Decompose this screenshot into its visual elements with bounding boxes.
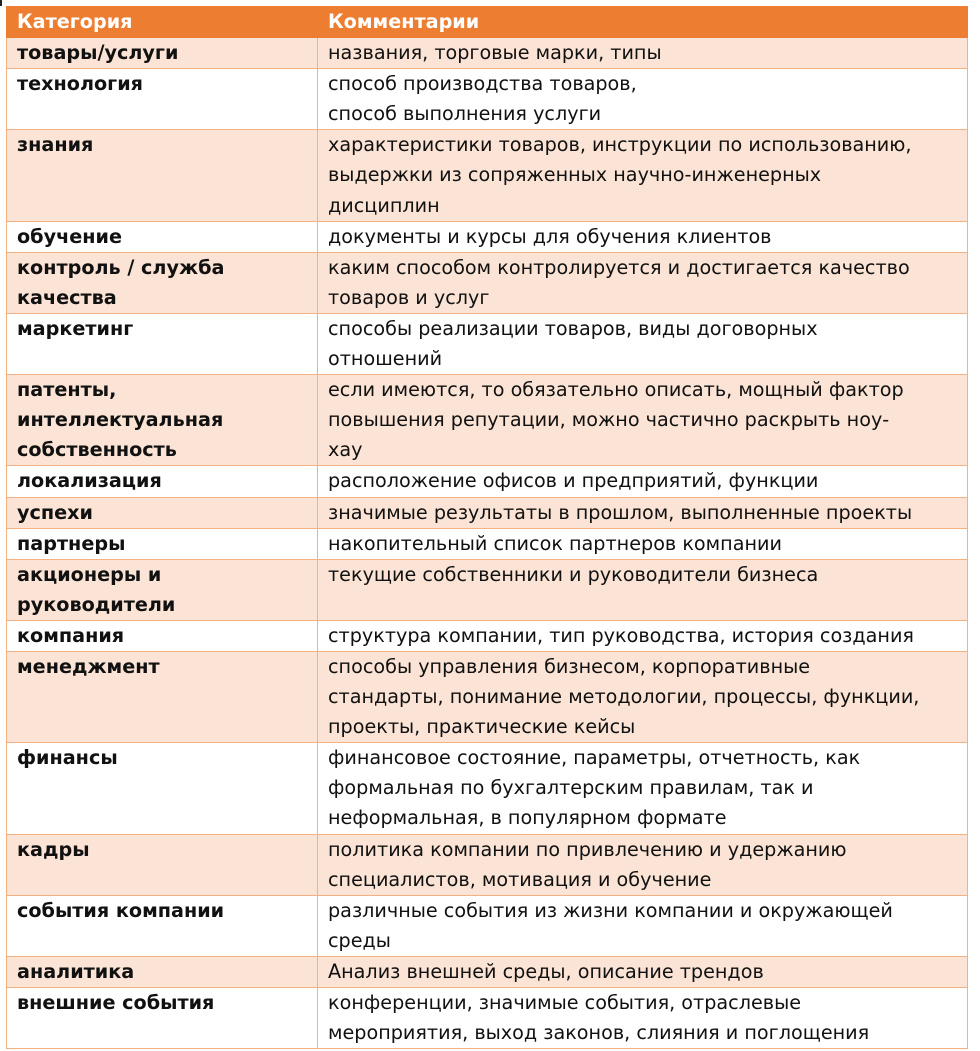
comment-cell — [318, 466, 968, 497]
comment-text: названия, торговые марки, типы — [328, 41, 662, 65]
category-text: локализация — [17, 469, 162, 493]
comment-cell — [318, 895, 968, 956]
table-row — [7, 743, 968, 834]
comment-cell — [318, 988, 968, 1049]
comment-cell — [318, 834, 968, 895]
comment-cell — [318, 69, 968, 130]
category-cell — [7, 497, 318, 528]
comment-text: способы реализации товаров, виды договорных — [328, 316, 818, 340]
comment-text: способ производства товаров, — [328, 72, 637, 96]
header-category: Категория — [7, 7, 318, 38]
comment-text: специалистов, мотивация и обучение — [328, 867, 712, 891]
table-body — [7, 38, 968, 1049]
comment-text: отношений — [328, 347, 443, 371]
categories-table — [6, 6, 968, 1049]
category-text: события компании — [17, 898, 225, 922]
table-row — [7, 988, 968, 1049]
comment-text: среды — [328, 928, 391, 952]
table-row — [7, 375, 968, 466]
comment-cell — [318, 252, 968, 313]
comment-cell — [318, 313, 968, 374]
category-text: менеджмент — [17, 654, 160, 678]
comment-text: структура компании, тип руководства, история создания — [328, 623, 914, 647]
comment-cell — [318, 559, 968, 620]
category-cell — [7, 313, 318, 374]
comment-text: каким способом контролируется и достигается качество — [328, 255, 910, 279]
comment-text: неформальная, в популярном формате — [328, 806, 727, 830]
table-row — [7, 620, 968, 651]
category-cell — [7, 221, 318, 252]
table-row — [7, 528, 968, 559]
comment-text: накопительный список партнеров компании — [328, 531, 782, 555]
comment-text: если имеются, то обязательно описать, мощный фактор — [328, 378, 904, 402]
comment-text: способы управления бизнесом, корпоративные — [328, 654, 811, 678]
category-cell — [7, 375, 318, 466]
comment-text: конференции, значимые события, отраслевые — [328, 991, 802, 1014]
category-cell — [7, 559, 318, 620]
category-text: интеллектуальная — [17, 408, 224, 432]
category-cell — [7, 895, 318, 956]
comment-text: формальная по бухгалтерским правилам, так и — [328, 776, 814, 800]
comment-text: хау — [328, 438, 363, 462]
category-cell — [7, 69, 318, 130]
comment-cell — [318, 375, 968, 466]
category-cell — [7, 466, 318, 497]
comment-cell — [318, 221, 968, 252]
category-text: финансы — [17, 746, 118, 770]
category-cell — [7, 38, 318, 69]
category-text: руководители — [17, 592, 176, 616]
comment-cell — [318, 38, 968, 69]
category-cell — [7, 956, 318, 987]
table-row — [7, 651, 968, 742]
category-cell — [7, 528, 318, 559]
header-comments: Комментарии — [318, 7, 968, 38]
comment-text: значимые результаты в прошлом, выполненные проекты — [328, 500, 913, 524]
category-text: партнеры — [17, 531, 126, 555]
category-text: технология — [17, 72, 143, 96]
category-text: аналитика — [17, 959, 135, 983]
table-row — [7, 895, 968, 956]
category-cell — [7, 252, 318, 313]
category-cell — [7, 988, 318, 1049]
category-text: обучение — [17, 224, 122, 248]
category-text: успехи — [17, 500, 93, 524]
table-row — [7, 956, 968, 987]
category-cell — [7, 743, 318, 834]
comment-text: расположение офисов и предприятий, функции — [328, 469, 819, 493]
table-row — [7, 252, 968, 313]
category-text: акционеры и — [17, 562, 162, 586]
category-text: качества — [17, 285, 117, 309]
table-row — [7, 38, 968, 69]
comment-text: повышения репутации, можно частично раскрыть ноу- — [328, 408, 890, 432]
category-text: контроль / служба — [17, 255, 225, 279]
comment-text: способ выполнения услуги — [328, 102, 602, 126]
table-row — [7, 69, 968, 130]
comment-text: выдержки из сопряженных научно-инженерных — [328, 163, 822, 187]
category-cell — [7, 834, 318, 895]
comment-cell — [318, 956, 968, 987]
top-edge-mark — [0, 0, 2, 6]
table-row — [7, 497, 968, 528]
comment-text: текущие собственники и руководители бизнеса — [328, 562, 819, 586]
table-row — [7, 559, 968, 620]
table-row — [7, 221, 968, 252]
comment-cell — [318, 130, 968, 221]
category-text: собственность — [17, 438, 177, 462]
comment-text: стандарты, понимание методологии, процессы, функции, — [328, 685, 920, 709]
comment-cell — [318, 528, 968, 559]
table-row — [7, 313, 968, 374]
comment-cell — [318, 620, 968, 651]
category-text: патенты, — [17, 378, 117, 402]
category-text: внешние события — [17, 991, 215, 1014]
comment-text: различные события из жизни компании и окружающей — [328, 898, 893, 922]
table-row — [7, 130, 968, 221]
table-header-row — [7, 7, 968, 38]
comment-text: политика компании по привлечению и удержанию — [328, 837, 847, 861]
comment-text: финансовое состояние, параметры, отчетность, как — [328, 746, 861, 770]
comment-cell — [318, 497, 968, 528]
category-text: знания — [17, 133, 94, 157]
comment-text: документы и курсы для обучения клиентов — [328, 224, 772, 248]
comment-text: мероприятия, выход законов, слияния и поглощения — [328, 1021, 870, 1045]
category-text: компания — [17, 623, 125, 647]
category-cell — [7, 620, 318, 651]
category-text: кадры — [17, 837, 90, 861]
comment-cell — [318, 743, 968, 834]
table-row — [7, 834, 968, 895]
comment-text: характеристики товаров, инструкции по использованию, — [328, 133, 912, 157]
category-cell — [7, 130, 318, 221]
comment-text: Анализ внешней среды, описание трендов — [328, 959, 764, 983]
category-text: товары/услуги — [17, 41, 179, 65]
category-text: маркетинг — [17, 316, 134, 340]
category-cell — [7, 651, 318, 742]
comment-text: проекты, практические кейсы — [328, 715, 636, 739]
comment-cell — [318, 651, 968, 742]
comment-text: дисциплин — [328, 193, 440, 217]
comment-text: товаров и услуг — [328, 285, 490, 309]
table-row — [7, 466, 968, 497]
